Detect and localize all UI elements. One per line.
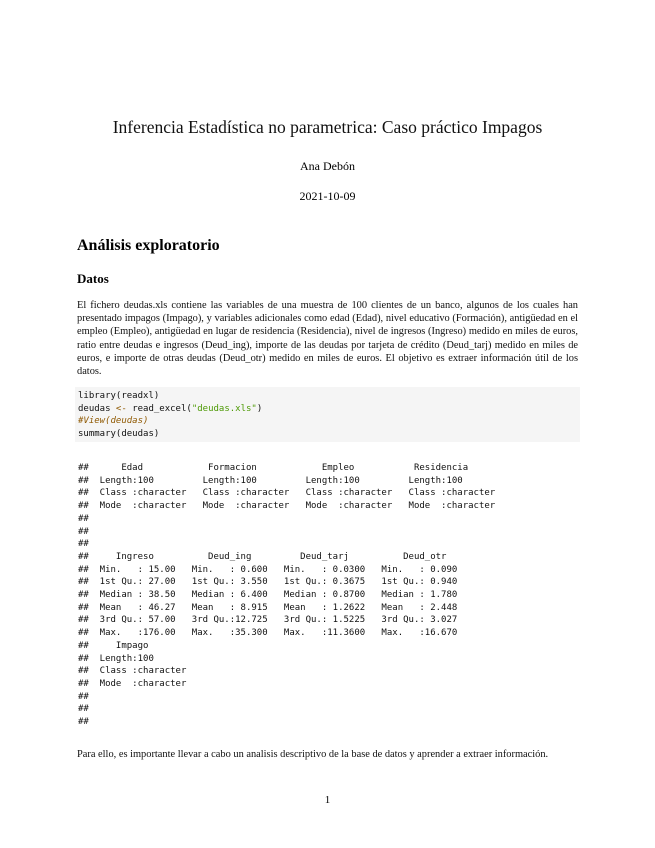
code-line [78,428,580,441]
output-line: ## Min. : 15.00 Min. : 0.600 Min. : 0.0300 Min. : 0.090 [78,564,469,575]
code-line [78,390,580,403]
output-line: ## [78,539,501,550]
output-line: ## Length:100 [78,653,198,664]
code-comment: #View(deudas) [78,416,149,427]
conclusion-paragraph: Para ello, es importante llevar a cabo un analisis descriptivo de la base de datos y aprender a extraer información. [77,749,549,760]
code-text: library(readxl) [78,391,160,401]
output-line: ## Ingreso Deud_ing Deud_tarj Deud_otr [78,551,474,562]
output-line: ## Length:100 Length:100 Length:100 Length:100 [78,475,507,486]
page-number: 1 [324,794,331,806]
code-text: deudas [78,403,111,414]
document-date: 2021-10-09 [299,189,356,203]
subsection-heading: Datos [77,271,109,286]
code-text: ) [256,403,263,414]
code-block [75,387,580,442]
section-heading: Análisis exploratorio [77,237,220,254]
console-output [78,462,578,729]
output-line: ## Impago [78,640,198,651]
output-line: ## 3rd Qu.: 57.00 3rd Qu.:12.725 3rd Qu.: 1.5225 3rd Qu.: 3.027 [78,615,469,626]
output-line: ## Median : 38.50 Median : 6.400 Median : 0.8700 Median : 1.780 [78,590,469,601]
code-line [78,403,580,416]
output-line: ## [78,717,198,728]
output-line: ## [78,704,198,715]
code-operator: <- [110,403,133,414]
output-line: ## 1st Qu.: 27.00 1st Qu.: 3.550 1st Qu.: 0.3675 1st Qu.: 0.940 [78,577,469,588]
output-line: ## [78,513,501,524]
output-line: ## Edad Formacion Empleo Residencia [78,463,507,473]
code-text: read_excel( [132,403,192,414]
output-line: ## [78,526,501,537]
output-line: ## Class :character Class :character Class :character Class :character [78,488,507,499]
code-string: "deudas.xls" [191,403,257,414]
output-line: ## [78,691,198,702]
output-line: ## Max. :176.00 Max. :35.300 Max. :11.3600 Max. :16.670 [78,628,469,639]
document-author: Ana Debón [300,159,355,173]
output-line: ## Mode :character [78,678,198,689]
intro-paragraph: El fichero deudas.xls contiene las variables de una muestra de 100 clientes de un banco, algunos de los cuales han presentado impagos (Impago), y variables adicionales como edad (Edad), nivel educativo (Formación), antigüedad en el empleo (Empleo), antigüedad en lugar de residencia (Residencia), nivel de ingresos (Ingreso) medido en miles de euros, ratio entre deudas e ingresos (Deud_ing), importe de las deudas por tarjeta de crédito (Deud_tarj) medido en miles de euros, e importe de otras deudas (Deud_otr) medido en miles de euros. El objetivo es extraer información útil de los datos. [77,300,578,378]
document-title: Inferencia Estadística no parametrica: Caso práctico Impagos [112,117,543,137]
code-text: summary(deudas) [78,429,160,440]
output-line: ## Mean : 46.27 Mean : 8.915 Mean : 1.2622 Mean : 2.448 [78,602,469,613]
output-line: ## Mode :character Mode :character Mode :character Mode :character [78,501,507,512]
output-line: ## Class :character [78,666,198,677]
